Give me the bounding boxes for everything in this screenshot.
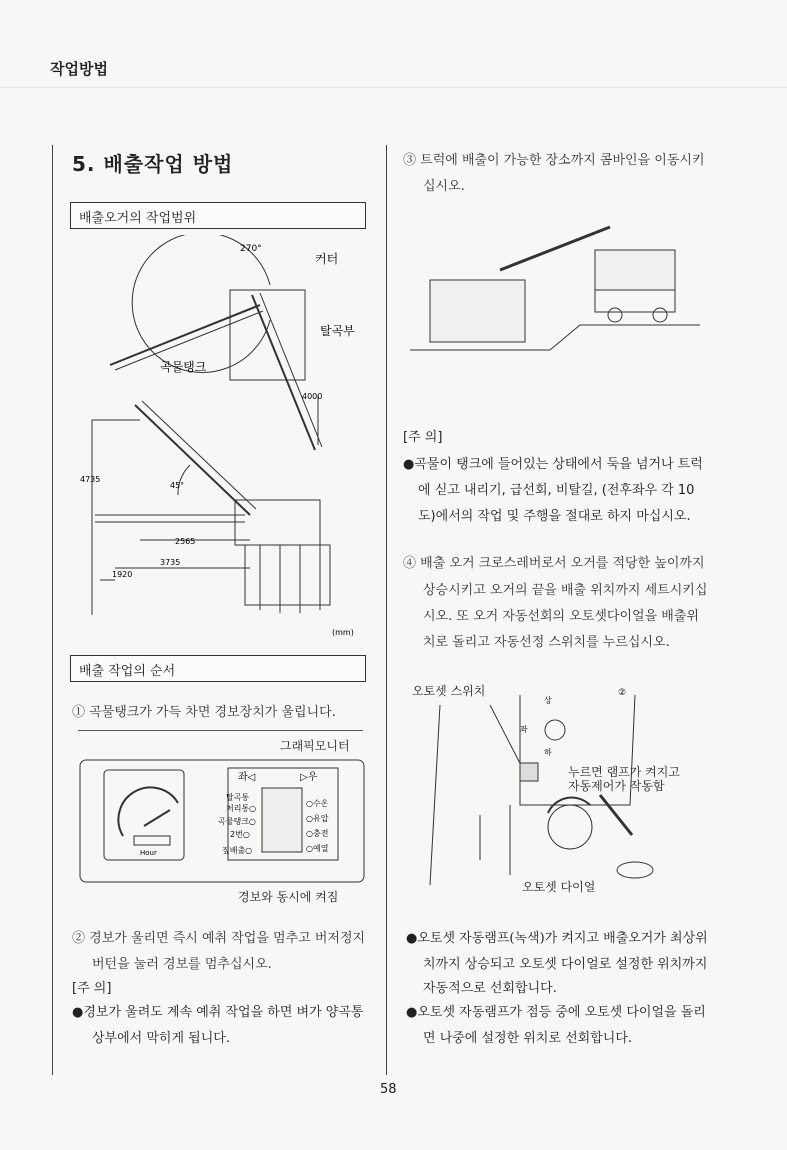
autoset-switch-label: 오토셋 스위치 — [412, 684, 486, 698]
monitor-label-right: ○유압 — [306, 814, 329, 823]
circle-2-label: ② — [618, 688, 627, 698]
step-2-line-1: ② 경보가 울리면 즉시 예취 작업을 멈추고 버저정지 — [72, 931, 366, 946]
monitor-label-left: 짚배출○ — [222, 846, 253, 855]
bullet-1-line-1: ●오토셋 자동램프(녹색)가 켜지고 배출오거가 최상위 — [406, 931, 708, 946]
monitor-label-right: ○충전 — [306, 829, 329, 838]
truck-bed — [595, 250, 675, 290]
angle-270-label: 270° — [240, 244, 262, 254]
dim-4000-label: 4000 — [302, 392, 323, 401]
direction-left-label: 좌 — [520, 725, 528, 734]
step-4-line-3: 시오. 또 오거 자동선회의 오토셋다이얼을 배출위 — [423, 609, 699, 624]
monitor-label-left: 탈곡통 — [226, 793, 250, 802]
unloading-auger — [500, 227, 610, 270]
lamp-note-line-2: 자동제어가 작동함 — [568, 779, 665, 793]
monitor-label-left: 곡물탱크○ — [218, 817, 256, 826]
step-2-line-2: 버턴을 눌러 경보를 멈추십시오. — [92, 957, 272, 972]
step-1-text: ① 곡물탱크가 가득 차면 경보장치가 울립니다. — [72, 705, 336, 720]
rotation-arc — [132, 235, 270, 373]
header-rule — [0, 87, 787, 88]
step-4-line-2: 상승시키고 오거의 끝을 배출 위치까지 세트시키십 — [423, 583, 708, 598]
monitor-label-left: 2번○ — [230, 830, 250, 839]
left-margin-line — [52, 145, 53, 1075]
step-3-line-1: ③ 트럭에 배출이 가능한 장소까지 콤바인을 이동시키 — [403, 153, 705, 168]
step-1-rule — [78, 730, 363, 731]
bullet-1-line-3: 자동적으로 선회합니다. — [423, 981, 557, 996]
caution-right-line-3: 도)에서의 작업 및 주행을 절대로 하지 마십시오. — [418, 509, 691, 524]
monitor-label-left: 처리통○ — [226, 804, 257, 813]
combine-body — [430, 280, 525, 342]
bullet-1-line-2: 치까지 상승되고 오토셋 다이얼로 설정한 위치까지 — [423, 957, 708, 972]
page-title: 5. 배출작업 방법 — [72, 152, 234, 176]
autoset-dial — [548, 805, 592, 849]
truck-wheel — [653, 308, 667, 322]
gauge-needle — [144, 810, 170, 826]
auger-raised — [135, 405, 250, 515]
auger-horizontal — [110, 305, 260, 365]
console-edge-left — [430, 705, 440, 885]
truck-wheel — [608, 308, 622, 322]
monitor-label-right: ○예열 — [306, 844, 329, 853]
caution-left-line-1: ●경보가 울려도 계속 예취 작업을 하면 벼가 양곡통 — [72, 1005, 364, 1020]
combine-silhouette — [262, 788, 302, 852]
section-box-order: 배출 작업의 순서 — [70, 655, 366, 682]
dim-3735-label: 3735 — [160, 558, 181, 567]
combine-header — [245, 545, 330, 605]
dim-2565-label: 2565 — [175, 537, 196, 546]
ground-slope — [550, 325, 700, 350]
caution-right-line-1: ●곡물이 탱크에 들어있는 상태에서 둑을 넘거나 트럭 — [403, 457, 703, 472]
unit-label: (mm) — [332, 628, 354, 637]
hour-counter — [134, 836, 170, 845]
caution-label-right: [주 의] — [403, 430, 443, 445]
hand-lever — [600, 795, 632, 835]
combine-body — [235, 500, 320, 545]
direction-down-label: 하 — [544, 748, 552, 757]
angle-45-label: 45° — [170, 481, 185, 490]
floor-fitting — [617, 862, 653, 878]
section-header: 작업방법 — [50, 60, 108, 78]
monitor-label-right: ○수온 — [306, 799, 329, 808]
autoset-switch-button — [520, 763, 538, 781]
truck-unloading-diagram — [410, 215, 700, 365]
column-divider — [386, 145, 387, 1075]
angle-arc-45 — [178, 465, 190, 495]
caution-label-left: [주 의] — [72, 981, 112, 996]
section-box-range: 배출오거의 작업범위 — [70, 202, 366, 229]
auger-diagonal — [252, 295, 315, 450]
step-4-line-4: 치로 돌리고 자동선정 스위치를 누르십시오. — [423, 635, 670, 650]
auger-raised-edge — [142, 401, 256, 509]
bullet-2-line-2: 면 나중에 설정한 위치로 선회합니다. — [423, 1031, 633, 1046]
caution-left-line-2: 상부에서 막히게 됩니다. — [92, 1031, 230, 1046]
graphic-monitor-title: 그래픽모니터 — [280, 739, 350, 753]
auger-diagonal-edge — [260, 293, 322, 447]
auger-lever-knob — [545, 720, 565, 740]
lamp-note-line-1: 누르면 램프가 켜지고 — [568, 765, 680, 779]
autoset-dial-label: 오토셋 다이얼 — [522, 880, 596, 894]
thresher-label: 탈곡부 — [320, 324, 355, 338]
auger-range-diagram — [70, 235, 370, 645]
control-levers — [480, 805, 510, 875]
grain-tank-label: 곡물탱크 — [160, 360, 207, 374]
gauge-panel — [104, 770, 184, 860]
dim-4735-label: 4735 — [80, 475, 101, 484]
step-4-line-1: ④ 배출 오거 크로스레버로서 오거를 적당한 높이까지 — [403, 556, 705, 571]
right-arrow-label: ▷우 — [300, 772, 318, 783]
step-3-line-2: 십시오. — [423, 179, 465, 194]
monitor-caption: 경보와 동시에 켜짐 — [238, 890, 339, 904]
bullet-2-line-1: ●오토셋 자동램프가 점등 중에 오토셋 다이얼을 돌리 — [406, 1005, 706, 1020]
hour-label: Hour — [140, 849, 157, 857]
cutter-label: 커터 — [315, 252, 339, 266]
caution-right-line-2: 에 싣고 내리기, 급선회, 비탈길, (전후좌우 각 10 — [418, 483, 695, 498]
graphic-monitor-diagram — [78, 758, 368, 888]
direction-up-label: 상 — [544, 696, 552, 705]
left-arrow-label: 좌◁ — [238, 772, 256, 783]
page-number: 58 — [380, 1082, 397, 1097]
dim-1920-label: 1920 — [112, 570, 133, 579]
